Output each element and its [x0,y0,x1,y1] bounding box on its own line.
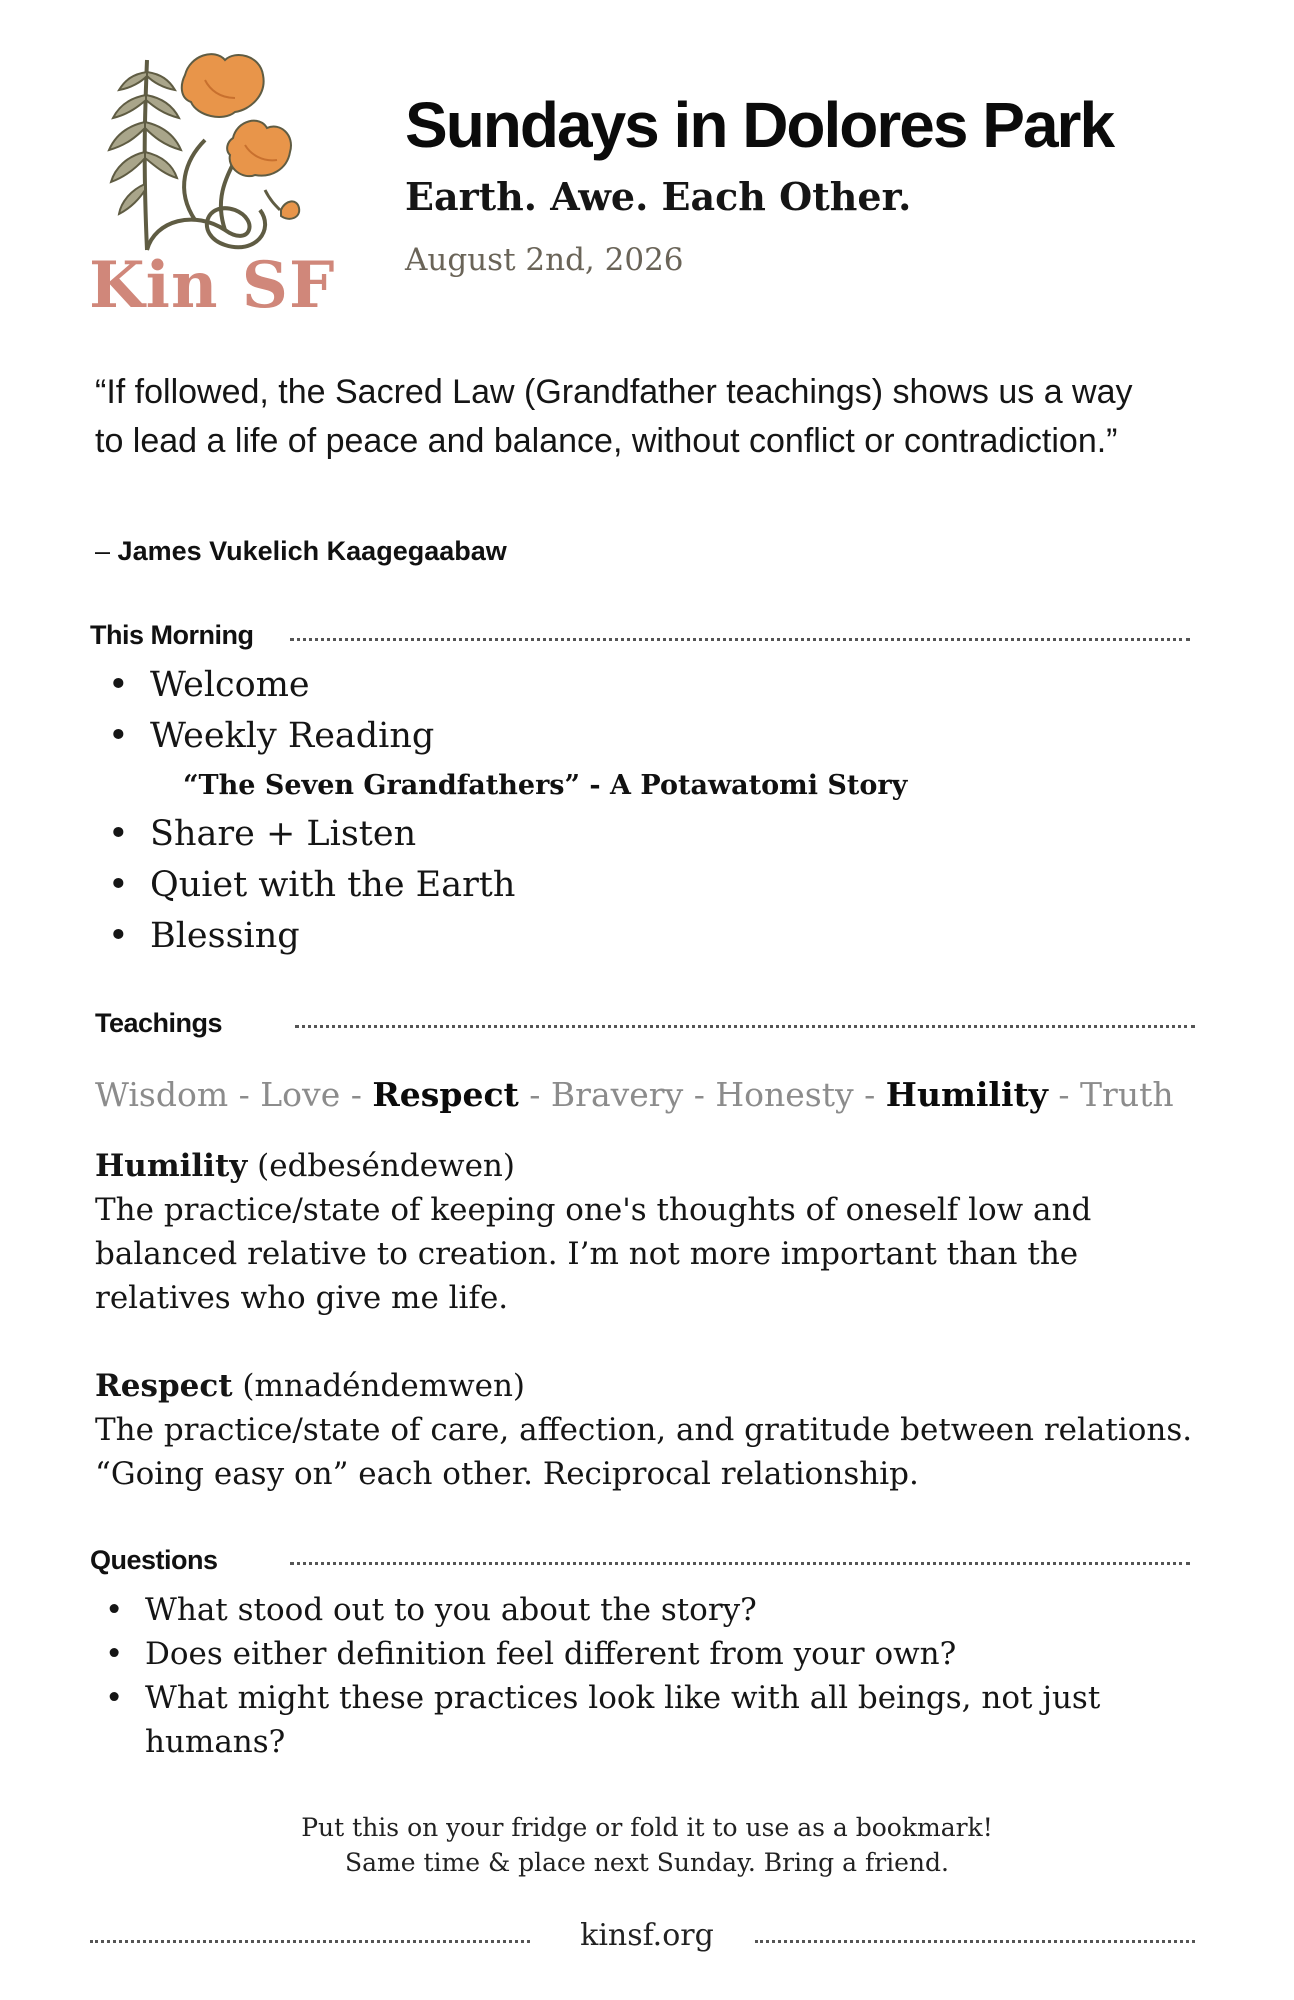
list-item [105,1676,1165,1764]
bullet-icon: • [105,1680,124,1716]
agenda-item-label: Welcome [150,665,310,705]
teaching-bravery: Bravery [550,1075,684,1114]
teaching-separator: - [518,1075,551,1114]
question-text: What stood out to you about the story? [145,1592,757,1628]
logo-text: Kin SF [89,248,336,323]
agenda-item-label: Weekly Reading [150,716,435,756]
definition-native-word: (edbeséndewen) [247,1148,515,1184]
bullet-icon: • [108,814,129,854]
agenda-list-continued [108,809,515,962]
agenda-item-label: Blessing [150,916,300,956]
question-text: What might these practices look like with all beings, not just humans? [145,1680,1101,1760]
teaching-separator: - [853,1075,886,1114]
agenda-list [108,660,434,762]
teachings-list [95,1075,1174,1114]
definition-text: The practice/state of care, affection, and gratitude between relations. “Going easy on” each other. Reciprocal relationship. [95,1412,1193,1492]
section-heading-this-morning: This Morning [90,620,254,650]
list-item [108,911,515,962]
footer-divider-right [755,1940,1195,1943]
definition-respect [95,1364,1205,1496]
footer-note-line-2: Same time & place next Sunday. Bring a friend. [344,1848,949,1877]
bullet-icon: • [108,865,129,905]
definition-term: Respect [95,1368,233,1404]
attribution-dash: – [95,536,111,566]
quote-attribution [95,536,507,567]
opening-quote: “If followed, the Sacred Law (Grandfather teachings) shows us a way to lead a life of peace and balance, without conflict or contradiction.” [95,373,1133,460]
bullet-icon: • [108,716,129,756]
questions-list [105,1588,1165,1764]
definition-term: Humility [95,1148,248,1184]
footer-note-line-1: Put this on your fridge or fold it to use as a bookmark! [301,1813,993,1842]
teaching-respect: Respect [372,1075,519,1114]
bullet-icon: • [108,916,129,956]
page-title: Sundays in Dolores Park [405,89,1114,161]
definition-humility [95,1144,1205,1320]
quote-author: James Vukelich Kaagegaabaw [117,536,507,566]
agenda-item-label: Quiet with the Earth [150,865,516,905]
definition-native-word: (mnadéndemwen) [232,1368,526,1404]
list-item [105,1588,1165,1632]
reading-title: “The Seven Grandfathers” - A Potawatomi Story [183,770,908,801]
teaching-humility: Humility [885,1075,1048,1114]
teaching-separator: - [683,1075,716,1114]
teaching-separator: - [228,1075,261,1114]
teaching-separator: - [340,1075,373,1114]
website-link[interactable]: kinsf.org [580,1918,714,1953]
section-divider [290,638,1190,641]
list-item [108,809,515,860]
list-item [108,660,434,711]
bullet-icon: • [108,665,129,705]
poppy-fern-illustration-icon [85,50,315,260]
section-heading-questions: Questions [90,1545,218,1575]
agenda-item-label: Share + Listen [150,814,417,854]
definition-heading [95,1144,1205,1188]
list-item [108,860,515,911]
question-text: Does either definition feel different from your own? [145,1636,957,1672]
section-divider [295,1025,1195,1028]
teaching-honesty: Honesty [715,1075,854,1114]
teaching-love: Love [260,1075,341,1114]
definition-text: The practice/state of keeping one's thoughts of oneself low and balanced relative to creation. I’m not more important than the relatives who give me life. [95,1192,1092,1316]
teaching-wisdom: Wisdom [95,1075,229,1114]
page-subtitle: Earth. Awe. Each Other. [405,174,912,219]
teaching-separator: - [1047,1075,1081,1114]
list-item [105,1632,1165,1676]
section-divider [290,1562,1190,1565]
section-heading-teachings: Teachings [95,1008,223,1038]
kin-sf-logo [85,50,336,323]
list-item [108,711,434,762]
definition-heading [95,1364,1205,1408]
event-date: August 2nd, 2026 [405,242,684,278]
bullet-icon: • [105,1636,124,1672]
teaching-truth: Truth [1080,1075,1174,1114]
bullet-icon: • [105,1592,124,1628]
